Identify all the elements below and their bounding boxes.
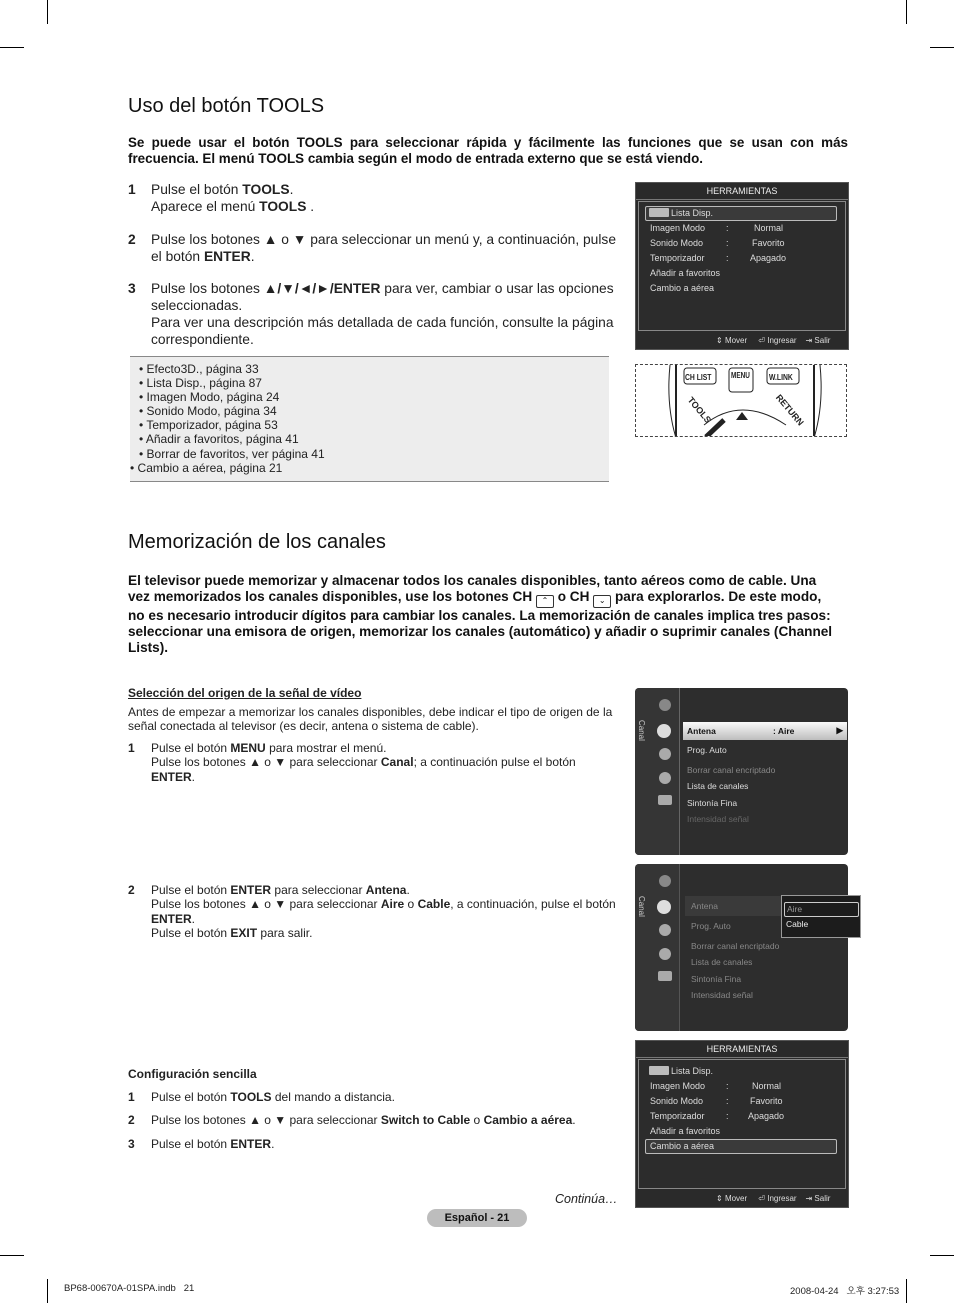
tools-menu-screenshot-2 <box>635 1040 849 1208</box>
menu-sidebar <box>635 864 680 1031</box>
note-item: • Sonido Modo, página 34 <box>139 404 325 418</box>
step-text: . <box>289 182 294 197</box>
setup-icon <box>659 748 671 760</box>
osd-row: Cambio a aérea <box>650 283 715 293</box>
application-icon <box>658 795 672 805</box>
exit-icon: ⇥ <box>805 1194 813 1203</box>
input-icon <box>659 948 671 960</box>
step-number: 2 <box>128 883 135 897</box>
arrow-right-icon: ▶ <box>836 725 843 735</box>
note-item: • Efecto3D., página 33 <box>139 362 325 376</box>
antena-popup <box>781 895 861 938</box>
step-key: TOOLS <box>242 182 290 197</box>
remote-illustration <box>635 364 847 437</box>
menu-item: Prog. Auto <box>687 745 727 755</box>
step-number: 1 <box>128 741 135 755</box>
tools-intro: Se puede usar el botón TOOLS para seleccionar rápida y fácilmente las funciones que se usan con más frecuencia. El menú TOOLS cambia según el modo de entrada externo que se está viendo. <box>128 135 848 166</box>
note-item: • Temporizador, página 53 <box>139 418 325 432</box>
menu-item: Antena <box>691 901 718 911</box>
channels-intro <box>128 573 836 656</box>
menu-item: Borrar canal encriptado <box>687 765 776 775</box>
step-text: . <box>306 199 315 214</box>
step-key: ▲/▼/◄/►/ENTER <box>263 281 381 296</box>
osd-row: Añadir a favoritos <box>650 1126 721 1136</box>
osd-header: HERRAMIENTAS <box>636 1041 848 1058</box>
osd-panel <box>638 1059 846 1189</box>
osd-footer: ⇕ Mover ⏎ Ingresar ⇥ Salir <box>716 1194 831 1203</box>
step-number: 1 <box>128 182 136 197</box>
subheading-signal-source: Selección del origen de la señal de vídeo <box>128 686 362 700</box>
application-icon <box>658 971 672 981</box>
print-date-info: 2008-04-24 오후 3:27:53 <box>790 1286 900 1297</box>
crop-mark <box>0 1255 24 1256</box>
step-key: ENTER <box>203 249 251 264</box>
osd-row: Temporizador : Apagado <box>650 1111 785 1121</box>
ch-up-icon: ⌃ <box>536 595 554 608</box>
antena-highlight: Antena : Aire ▶ <box>683 722 847 740</box>
osd-row: Lista Disp. <box>649 1064 839 1078</box>
popup-option-aire: Aire <box>784 902 859 917</box>
menu-item: Intensidad señal <box>691 990 753 1000</box>
step-number: 3 <box>128 1137 135 1151</box>
step-number: 1 <box>128 1090 135 1104</box>
picture-icon <box>659 699 671 711</box>
ch-list-button: CH LIST <box>685 372 712 382</box>
step-text: Para ver una descripción más detallada de cada función, consulte la página correspondiente. <box>151 315 614 347</box>
step-text: Pulse los botones ▲ o ▼ para seleccionar un menú y, a continuación, pulse el botón <box>151 232 616 264</box>
osd-footer: ⇕ Mover ⏎ Ingresar ⇥ Salir <box>716 336 831 345</box>
move-icon: ⇕ <box>716 1194 723 1203</box>
step-key: TOOLS <box>259 199 307 214</box>
tools-menu-screenshot <box>635 182 849 350</box>
menu-content-divider <box>679 688 680 855</box>
step-text: para ver, cambiar o usar las opciones seleccionadas. <box>151 281 614 313</box>
osd-row: Sonido Modo : Favorito <box>650 1096 783 1106</box>
osd-row: Cambio a aérea <box>650 1141 715 1151</box>
menu-item: Sintonía Fina <box>691 974 742 984</box>
crop-mark <box>47 1279 48 1303</box>
crop-mark <box>930 47 954 48</box>
exit-icon: ⇥ <box>805 336 813 345</box>
menu-item: Sintonía Fina <box>687 798 738 808</box>
note-item: • Imagen Modo, página 24 <box>139 390 325 404</box>
canal-side-label: Canal <box>637 720 646 741</box>
return-button: RETURN <box>773 392 806 428</box>
step-number: 2 <box>128 1113 135 1127</box>
osd-panel <box>638 201 846 331</box>
input-icon <box>659 772 671 784</box>
step-text: Pulse el botón <box>151 182 243 197</box>
crop-mark <box>906 1279 907 1303</box>
canal-side-label: Canal <box>637 896 646 917</box>
step-number: 2 <box>128 232 136 247</box>
page-number-badge: Español - 21 <box>427 1209 527 1227</box>
step-text: Pulse los botones <box>151 281 264 296</box>
crop-mark <box>47 0 48 24</box>
subheading-easy-setup: Configuración sencilla <box>128 1067 257 1081</box>
crop-mark <box>930 1255 954 1256</box>
menu-item: Lista de canales <box>691 957 753 967</box>
picture-icon <box>659 875 671 887</box>
osd-row: Añadir a favoritos <box>650 268 721 278</box>
step-text: Aparece el menú <box>151 199 260 214</box>
wlink-button: W.LINK <box>769 372 793 382</box>
signal-source-text: Antes de empezar a memorizar los canales disponibles, debe indicar el tipo de origen de la señal conectada al televisor (es decir, antena o sistema de cable). <box>128 705 613 734</box>
osd-row: Sonido Modo : Favorito <box>650 238 785 248</box>
note-item: • Cambio a aérea, página 21 <box>130 461 325 475</box>
section-title-channels: Memorización de los canales <box>128 531 386 553</box>
note-item: • Lista Disp., página 87 <box>139 376 325 390</box>
intro-text: para explorarlos. De este modo, no es necesario introducir dígitos para cambiar los canales. La memorización de canales implica tres pasos: seleccionar una emisora de origen, memorizar los canales (automático) y añadir o suprimir canales (Channel Lists). <box>128 589 833 655</box>
setup-icon <box>659 924 671 936</box>
note-item: • Borrar de favoritos, ver página 41 <box>139 447 325 461</box>
crop-mark <box>0 47 24 48</box>
menu-item: Intensidad señal <box>687 814 749 824</box>
osd-row: Imagen Modo : Normal <box>650 1081 782 1091</box>
channel-icon <box>657 900 671 914</box>
osd-header: HERRAMIENTAS <box>636 183 848 200</box>
channel-menu-screenshot-1 <box>635 688 848 855</box>
anynet-tag-icon <box>649 208 669 217</box>
crop-mark <box>906 0 907 24</box>
menu-item: Lista de canales <box>687 781 749 791</box>
step-text: . <box>250 249 255 264</box>
menu-button: MENU <box>731 371 750 380</box>
intro-text: El televisor puede memorizar y almacenar todos los canales disponibles, tanto aéreos como de cable. Una vez memorizados los canales disponibles, use los botones CH <box>128 573 817 604</box>
menu-sidebar <box>635 688 680 855</box>
channel-icon <box>657 724 671 738</box>
channel-menu-screenshot-2 <box>635 864 848 1031</box>
anynet-tag-icon <box>649 1066 669 1075</box>
notes-box <box>130 356 609 482</box>
menu-item: Prog. Auto <box>691 921 731 931</box>
popup-option-cable: Cable <box>786 919 809 929</box>
step-number: 3 <box>128 281 136 296</box>
continua-label: Continúa… <box>555 1192 618 1206</box>
section-title-tools: Uso del botón TOOLS <box>128 95 325 117</box>
move-icon: ⇕ <box>716 336 723 345</box>
osd-row: Imagen Modo : Normal <box>650 223 784 233</box>
enter-icon: ⏎ <box>758 1194 765 1203</box>
note-item: • Añadir a favoritos, página 41 <box>139 432 325 446</box>
print-file-info: BP68-00670A-01SPA.indb 21 <box>64 1283 195 1294</box>
menu-item: Borrar canal encriptado <box>691 941 780 951</box>
tools-button: TOOLS <box>685 394 714 426</box>
osd-row: Temporizador : Apagado <box>650 253 787 263</box>
osd-row: Lista Disp. <box>649 206 839 220</box>
enter-icon: ⏎ <box>758 336 765 345</box>
intro-text: o CH <box>553 589 594 604</box>
ch-down-icon: ⌄ <box>593 595 611 608</box>
